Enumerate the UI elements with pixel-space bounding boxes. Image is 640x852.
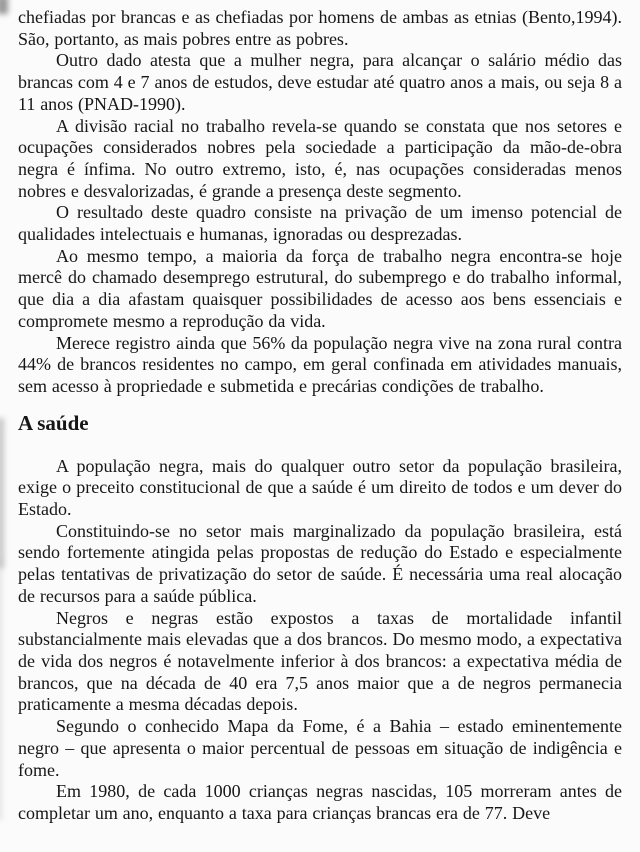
paragraph-07: A população negra, mais do qualquer outro setor da população brasileira, exige o preceito constitucional de que a saúde é um direito de todos e um dever do Estado.: [18, 455, 622, 520]
paragraph-04: O resultado deste quadro consiste na privação de um imenso potencial de qualidades intelectuais e humanas, ignoradas ou desprezadas.: [18, 202, 622, 245]
paragraph-03: A divisão racial no trabalho revela-se quando se constata que nos setores e ocupações considerados nobres pela sociedade a participação da mão-de-obra negra é ínfima. No outro extremo, isto, é, nas ocupações consideradas menos nobres e desvalorizadas, é grande a presença deste segmento.: [18, 115, 622, 201]
paragraph-09: Negros e negras estão expostos a taxas de mortalidade infantil substancialmente mais elevadas que a dos brancos. Do mesmo modo, a expectativa de vida dos negros é notavelmente inferior à dos brancos: a expectativa média de brancos, que na década de 40 era 7,5 anos maior que a de negros permanecia praticamente a mesma décadas depois.: [18, 607, 622, 715]
scan-strip-left-edge-faint: [0, 560, 2, 820]
scan-smudge-top-left: [0, 0, 8, 14]
scan-strip-left-edge: [0, 418, 4, 568]
paragraph-06: Merece registro ainda que 56% da população negra vive na zona rural contra 44% de brancos residentes no campo, em geral confinada em atividades manuais, sem acesso à propriedade e submetida e precárias condições de trabalho.: [18, 332, 622, 396]
paragraph-05: Ao mesmo tempo, a maioria da força de trabalho negra encontra-se hoje mercê do chamado desemprego estrutural, do subemprego e do trabalho informal, que dia a dia afastam quaisquer possibilidades de acesso aos bens essenciais e compromete mesmo a reprodução da vida.: [18, 245, 622, 331]
paragraph-01: chefiadas por brancas e as chefiadas por homens de ambas as etnias (Bento,1994). São, portanto, as mais pobres entre as pobres.: [18, 7, 622, 49]
paragraph-11: Em 1980, de cada 1000 crianças negras nascidas, 105 morreram antes de completar um ano, enquanto a taxa para crianças brancas era de 77. Deve: [18, 781, 622, 823]
paragraph-08: Constituindo-se no setor mais marginalizado da população brasileira, está sendo fortemente atingida pelas propostas de redução do Estado e especialmente pelas tentativas de privatização do setor de saúde. É necessária uma real alocação de recursos para a saúde pública.: [18, 520, 622, 606]
paragraph-02: Outro dado atesta que a mulher negra, para alcançar o salário médio das brancas com 4 e 7 anos de estudos, deve estudar até quatro anos a mais, ou seja 8 a 11 anos (PNAD-1990).: [18, 50, 622, 114]
paragraph-10: Segundo o conhecido Mapa da Fome, é a Bahia – estado eminentemente negro – que apresenta o maior percentual de pessoas em situação de indigência e fome.: [18, 716, 622, 780]
section-heading-a-saude: A saúde: [18, 410, 89, 435]
